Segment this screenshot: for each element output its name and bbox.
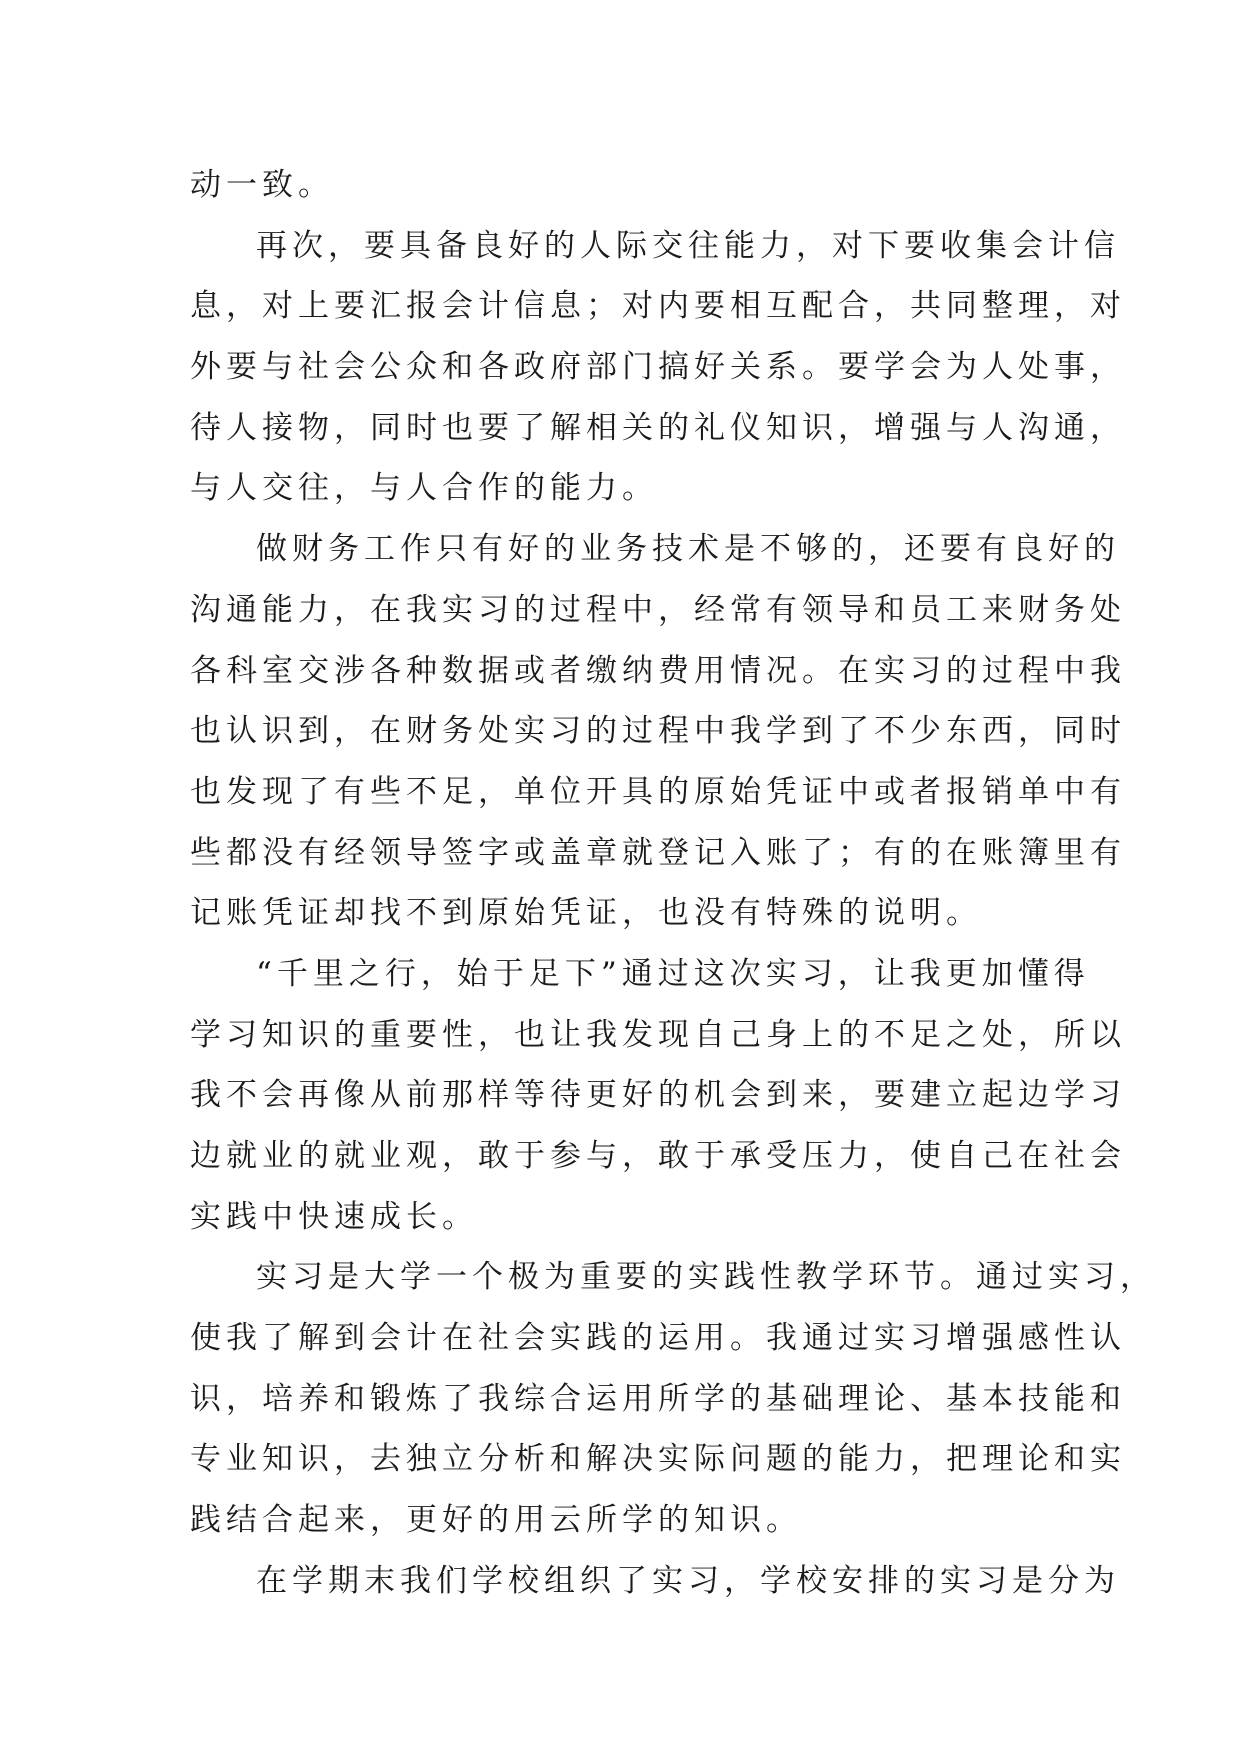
text-line: 记账凭证却找不到原始凭证，也没有特殊的说明。 xyxy=(190,895,982,932)
body-text xyxy=(190,155,1156,1612)
text-line: 动一致。 xyxy=(190,167,334,203)
text-line: 外要与社会公众和各政府部门搞好关系。要学会为人处事， xyxy=(190,349,1126,386)
text-line: 也发现了有些不足，单位开具的原始凭证中或者报销单中有 xyxy=(190,773,1126,810)
text-line: 待人接物，同时也要了解相关的礼仪知识，增强与人沟通， xyxy=(190,409,1126,446)
text-line: 践结合起来，更好的用云所学的知识。 xyxy=(190,1502,802,1539)
text-line: 学习知识的重要性，也让我发现自己身上的不足之处，所以 xyxy=(190,1016,1126,1053)
text-line: 息，对上要汇报会计信息；对内要相互配合，共同整理，对 xyxy=(190,288,1126,325)
text-line: 识，培养和锻炼了我综合运用所学的基础理论、基本技能和 xyxy=(190,1380,1126,1417)
text-line: 再次，要具备良好的人际交往能力，对下要收集会计信 xyxy=(256,227,1120,264)
text-line: 做财务工作只有好的业务技术是不够的，还要有良好的 xyxy=(256,531,1120,568)
text-line: 各科室交涉各种数据或者缴纳费用情况。在实习的过程中我 xyxy=(190,652,1126,689)
text-line: 也认识到，在财务处实习的过程中我学到了不少东西，同时 xyxy=(190,713,1126,750)
text-line: 专业知识，去独立分析和解决实际问题的能力，把理论和实 xyxy=(190,1441,1126,1478)
text-line: 实习是大学一个极为重要的实践性教学环节。通过实习， xyxy=(256,1259,1156,1296)
text-line: 些都没有经领导签字或盖章就登记入账了；有的在账簿里有 xyxy=(190,834,1126,871)
text-line: “千里之行，始于足下”通过这次实习，让我更加懂得 xyxy=(256,955,1090,992)
text-line: 使我了解到会计在社会实践的运用。我通过实习增强感性认 xyxy=(190,1320,1126,1357)
text-line: 边就业的就业观，敢于参与，敢于承受压力，使自己在社会 xyxy=(190,1138,1126,1174)
text-line: 沟通能力，在我实习的过程中，经常有领导和员工来财务处 xyxy=(190,591,1126,628)
text-line: 我不会再像从前那样等待更好的机会到来，要建立起边学习 xyxy=(190,1077,1126,1114)
text-line: 与人交往，与人合作的能力。 xyxy=(190,470,658,507)
text-line: 在学期末我们学校组织了实习，学校安排的实习是分为 xyxy=(256,1562,1120,1599)
text-line: 实践中快速成长。 xyxy=(190,1198,478,1235)
